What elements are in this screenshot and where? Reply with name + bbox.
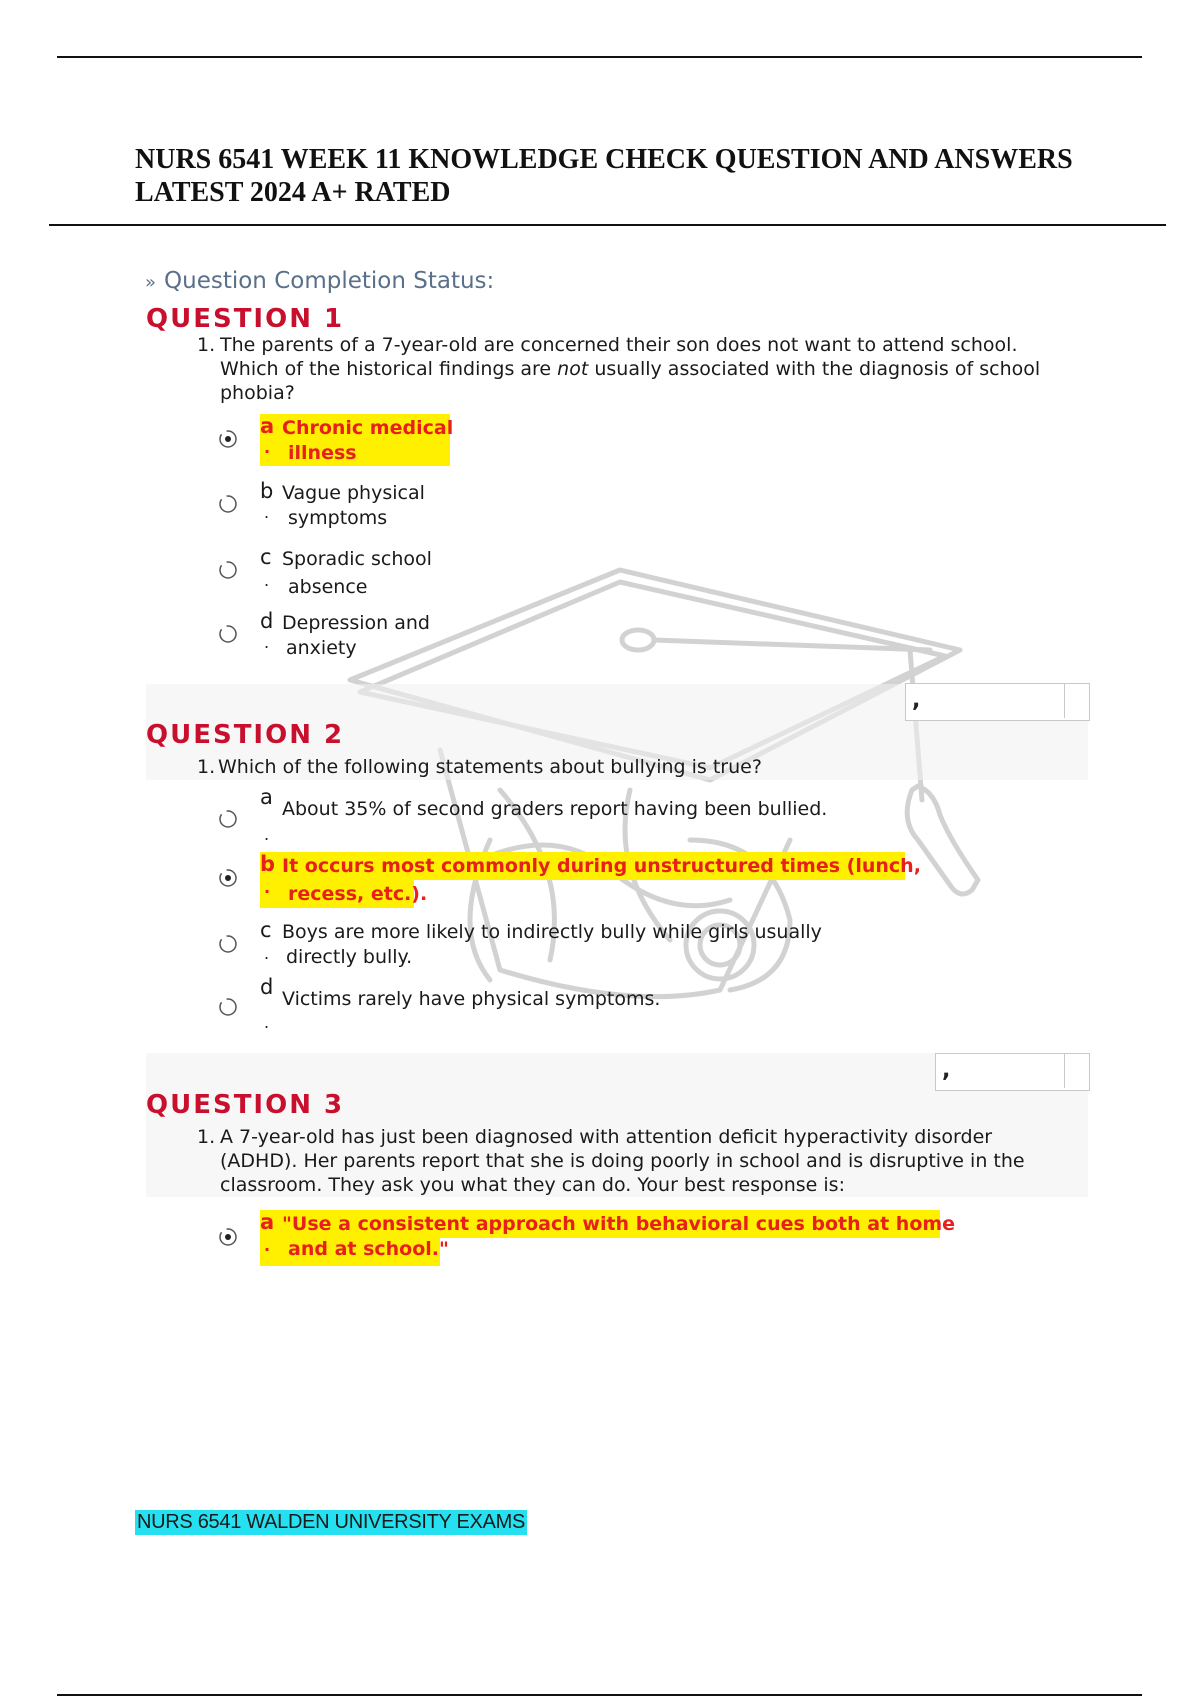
question-3-number: 1. — [197, 1126, 216, 1148]
option-text-line-1: Vague physical — [282, 482, 425, 504]
question-completion-status[interactable] — [145, 268, 494, 294]
option-dot: . — [264, 1236, 271, 1255]
question-3-text — [197, 1125, 1097, 1197]
question-1-text — [197, 333, 1097, 405]
option-letter: d — [260, 609, 274, 633]
option-dot: . — [264, 438, 271, 457]
answer-box-button[interactable] — [1064, 1054, 1089, 1088]
question-3-title: QUESTION 3 — [146, 1090, 345, 1120]
option-letter: b — [260, 479, 274, 503]
option-text-line-2: symptoms — [288, 507, 388, 529]
option-dot: . — [264, 571, 270, 590]
radio-unselected-icon[interactable] — [218, 494, 238, 514]
bottom-rule — [57, 1694, 1142, 1696]
radio-selected-icon[interactable] — [218, 429, 238, 449]
option-text-line-1: About 35% of second graders report having been bullied. — [282, 798, 828, 820]
question-2-body: Which of the following statements about bullying is true? — [218, 756, 762, 778]
option-text-line-2: anxiety — [286, 637, 357, 659]
option-letter: d — [260, 975, 274, 999]
option-text-line-2: and at school." — [288, 1238, 449, 1260]
option-text-line-2: directly bully. — [286, 946, 413, 968]
radio-unselected-icon[interactable] — [218, 934, 238, 954]
option-dot: . — [264, 1013, 270, 1032]
option-text-line-1: It occurs most commonly during unstructured times (lunch, — [282, 855, 921, 877]
question-1-number: 1. — [197, 334, 216, 356]
radio-selected-icon[interactable] — [218, 868, 238, 888]
radio-unselected-icon[interactable] — [218, 809, 238, 829]
footer-tag: NURS 6541 WALDEN UNIVERSITY EXAMS — [137, 1511, 525, 1533]
option-dot: . — [264, 878, 271, 897]
document-title: NURS 6541 WEEK 11 KNOWLEDGE CHECK QUESTION AND ANSWERS LATEST 2024 A+ RATED — [135, 144, 1073, 208]
answer-box-button[interactable] — [1064, 684, 1089, 718]
option-text-line-2: illness — [288, 442, 357, 464]
question-2-number: 1. — [197, 756, 216, 778]
option-letter: c — [260, 918, 272, 942]
question-2-title: QUESTION 2 — [146, 720, 345, 750]
option-dot: . — [264, 503, 270, 522]
option-text-line-1: "Use a consistent approach with behavioral cues both at home — [282, 1213, 956, 1235]
option-letter: c — [260, 545, 272, 569]
answer-mark: , — [942, 1058, 951, 1083]
question-1-text-emphasis: not — [557, 358, 589, 380]
option-text-line-1: Boys are more likely to indirectly bully while girls usually — [282, 921, 822, 943]
question-2-text — [197, 755, 1097, 779]
radio-unselected-icon[interactable] — [218, 997, 238, 1017]
option-letter: a — [260, 414, 275, 438]
option-text-line-1: Sporadic school — [282, 548, 432, 570]
question-3-body: A 7-year-old has just been diagnosed with attention deficit hyperactivity disorder (ADHD). Her parents report that she is doing poorly in school and is disruptive in the classroom. They ask you what they can do. Your best response is: — [220, 1126, 1025, 1196]
title-rule — [49, 224, 1166, 226]
option-text-line-1: Victims rarely have physical symptoms. — [282, 988, 661, 1010]
answer-mark: , — [912, 688, 921, 713]
option-text-line-1: Depression and — [282, 612, 430, 634]
option-dot: . — [264, 825, 270, 844]
completion-status-label: Question Completion Status: — [164, 268, 495, 294]
question-1-text-after: usually associated with the diagnosis of school phobia? — [220, 358, 1041, 404]
double-chevron-down-icon: » — [145, 272, 157, 293]
question-1-text-before: The parents of a 7-year-old are concerned their son does not want to attend school. Which of the historical findings are — [220, 334, 1018, 380]
top-rule — [57, 56, 1142, 58]
option-text-line-2: recess, etc.). — [288, 883, 428, 905]
radio-selected-icon[interactable] — [218, 1227, 238, 1247]
option-letter: a — [260, 1210, 275, 1234]
question-3-answer-box[interactable] — [935, 1053, 1090, 1091]
option-letter: b — [260, 852, 276, 876]
option-dot: . — [264, 633, 270, 652]
option-letter: a — [260, 785, 273, 809]
radio-unselected-icon[interactable] — [218, 560, 238, 580]
option-text-line-1: Chronic medical — [282, 417, 454, 439]
question-1-title: QUESTION 1 — [146, 304, 345, 334]
option-dot: . — [264, 944, 270, 963]
question-2-answer-box[interactable] — [905, 683, 1090, 721]
option-text-line-2: absence — [288, 576, 368, 598]
radio-unselected-icon[interactable] — [218, 624, 238, 644]
